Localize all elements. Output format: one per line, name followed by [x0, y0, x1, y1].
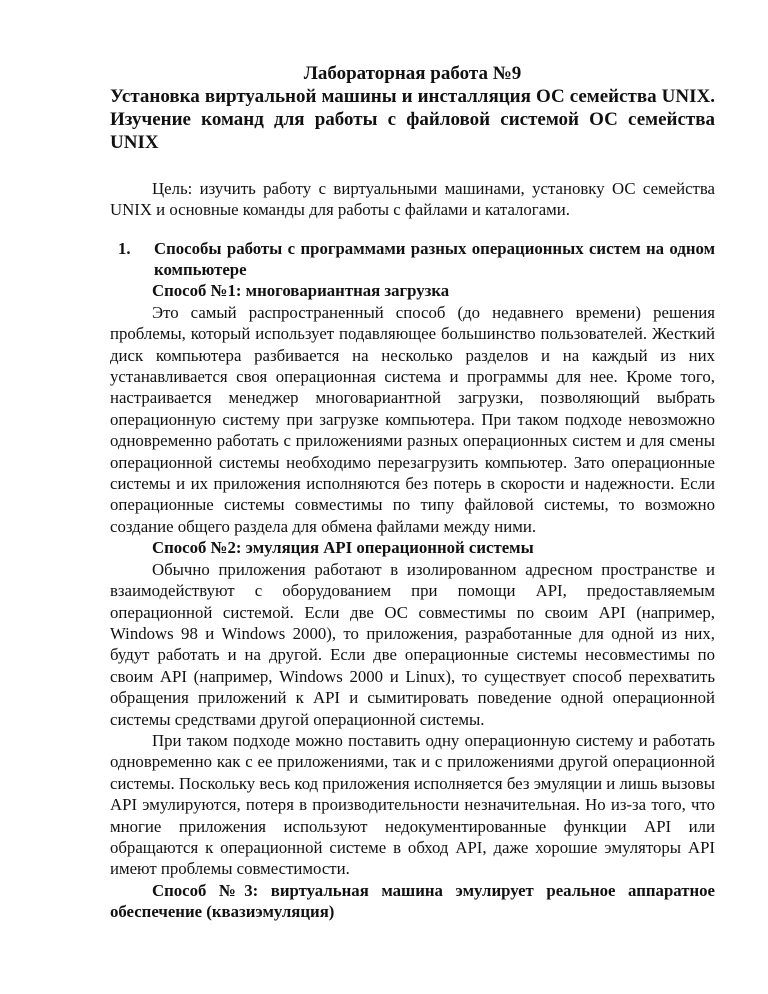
method2-paragraph-2: При таком подходе можно поставить одну операционную систему и работать одновременно как с ее приложениями, так и с приложениями другой операционной системы. Поскольку весь код приложения исполняется без эмуляции и лишь вызовы API эмулируются, потеря в производительности незначительная. Но из-за того, что многие приложения используют недокументированные функции API или обращаются к операционной системе в обход API, даже хорошие эмуляторы API имеют проблемы совместимости.: [110, 730, 715, 879]
section-list: [110, 238, 715, 923]
document-page: [110, 62, 715, 923]
method1-paragraph: Это самый распространенный способ (до недавнего времени) решения проблемы, который использует подавляющее большинство пользователей. Жесткий диск компьютера разбивается на несколько разделов и на каждый из них устанавливается своя операционная система и программы для нее. Кроме того, настраивается менеджер многовариантной загрузки, позволяющий выбрать операционную систему при загрузке компьютера. При таком подходе невозможно одновременно работать с приложениями разных операционных систем и для смены операционной системы необходимо перезагрузить компьютер. Зато операционные системы и их приложения исполняются без потерь в скорости и надежности. Если операционные системы совместимы по типу файловой системы, то возможно создание общего раздела для обмена файлами между ними.: [110, 302, 715, 536]
section-number: 1.: [118, 238, 131, 258]
section-heading: Способы работы с программами разных операционных систем на одном компьютере: [154, 238, 715, 280]
section-1: [110, 238, 715, 923]
main-title: Установка виртуальной машины и инсталляция ОС семейства UNIX. Изучение команд для работы с файловой системой ОС семейства UNIX: [110, 86, 715, 153]
lab-title: Лабораторная работа №9: [303, 63, 522, 84]
method3-heading: Способ №3: виртуальная машина эмулирует реальное аппаратное обеспечение (квазиэмуляция): [110, 880, 715, 922]
method2-paragraph-1: Обычно приложения работают в изолированном адресном пространстве и взаимодействуют с оборудованием при помощи API, предоставляемым операционной системой. Если две ОС совместимы по своим API (например, Windows 98 и Windows 2000), то приложения, разработанные для одной из них, будут работать и на другой. Если две операционные системы несовместимы по своим API (например, Windows 2000 и Linux), то существует способ перехватить обращения приложений к API и сымитировать поведение одной операционной системы средствами другой операционной системы.: [110, 559, 715, 729]
goal-paragraph: Цель: изучить работу с виртуальными машинами, установку ОС семейства UNIX и основные команды для работы с файлами и каталогами.: [110, 179, 715, 220]
method2-heading: Способ №2: эмуляция API операционной системы: [152, 538, 534, 558]
method1-heading: Способ №1: многовариантная загрузка: [152, 281, 450, 301]
